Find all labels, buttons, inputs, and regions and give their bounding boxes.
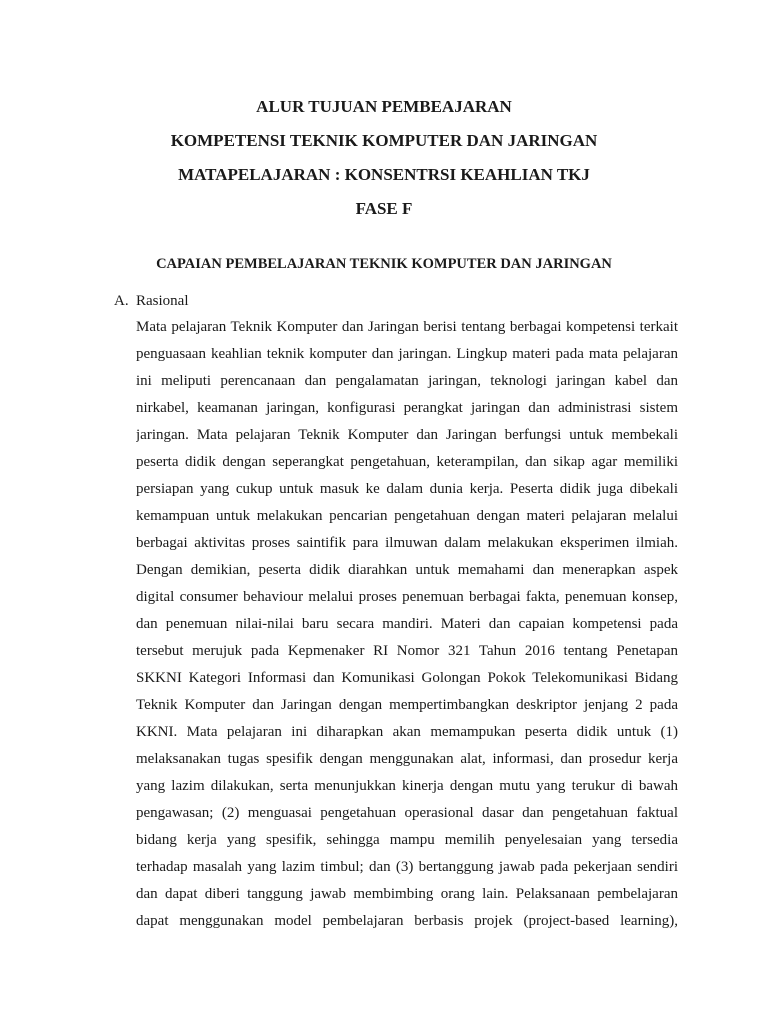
- body-paragraph: [136, 314, 678, 935]
- section-title: CAPAIAN PEMBELAJARAN TEKNIK KOMPUTER DAN JARINGAN: [156, 256, 612, 272]
- paragraph-line: dapat menggunakan model pembelajaran berbasis projek (project-based learning),: [136, 913, 678, 929]
- paragraph-line: pengawasan; (2) menguasai pengetahuan operasional dasar dan pengetahuan faktual: [136, 805, 678, 821]
- paragraph-line: Mata pelajaran Teknik Komputer dan Jaringan berisi tentang berbagai kompetensi terkait: [136, 319, 678, 335]
- paragraph-line: digital consumer behaviour melalui proses penemuan berbagai fakta, penemuan konsep,: [136, 589, 678, 605]
- paragraph-line: kemampuan untuk melakukan pencarian pengetahuan dengan materi pelajaran melalui: [136, 508, 678, 524]
- paragraph-line: SKKNI Kategori Informasi dan Komunikasi Golongan Pokok Telekomunikasi Bidang: [136, 670, 678, 686]
- subsection-heading: [114, 288, 189, 314]
- paragraph-line: melaksanakan tugas spesifik dengan menggunakan alat, informasi, dan prosedur kerja: [136, 751, 678, 767]
- paragraph-line: Teknik Komputer dan Jaringan dengan mempertimbangkan deskriptor jenjang 2 pada: [136, 697, 678, 713]
- title-line-4: FASE F: [355, 199, 413, 218]
- paragraph-line: tersebut merujuk pada Kepmenaker RI Nomor 321 Tahun 2016 tentang Penetapan: [136, 643, 678, 659]
- paragraph-line: yang lazim dilakukan, serta menunjukkan kinerja dengan mutu yang terukur di bawah: [136, 778, 678, 794]
- paragraph-line: dan penemuan nilai-nilai baru secara mandiri. Materi dan capaian kompetensi pada: [136, 616, 678, 632]
- paragraph-line: peserta didik dengan seperangkat pengetahuan, keterampilan, dan sikap agar memiliki: [136, 454, 678, 470]
- title-line-3: MATAPELAJARAN : KONSENTRSI KEAHLIAN TKJ: [178, 165, 590, 184]
- paragraph-line: berbagai aktivitas proses saintifik para ilmuwan dalam melakukan eksperimen ilmiah.: [136, 535, 678, 551]
- paragraph-line: jaringan. Mata pelajaran Teknik Komputer dan Jaringan berfungsi untuk membekali: [136, 427, 678, 443]
- subsection-letter: A.: [114, 293, 129, 309]
- paragraph-line: bidang kerja yang spesifik, sehingga mampu memilih penyelesaian yang tersedia: [136, 832, 678, 848]
- paragraph-line: penguasaan keahlian teknik komputer dan jaringan. Lingkup materi pada mata pelajaran: [136, 346, 678, 362]
- title-line-1: ALUR TUJUAN PEMBEAJARAN: [256, 97, 512, 116]
- title-line-2: KOMPETENSI TEKNIK KOMPUTER DAN JARINGAN: [170, 131, 598, 150]
- paragraph-line: KKNI. Mata pelajaran ini diharapkan akan memampukan peserta didik untuk (1): [136, 724, 678, 740]
- paragraph-line: dan dapat diberi tanggung jawab membimbing orang lain. Pelaksanaan pembelajaran: [136, 886, 678, 902]
- paragraph-line: persiapan yang cukup untuk masuk ke dalam dunia kerja. Peserta didik juga dibekali: [136, 481, 678, 497]
- paragraph-line: Dengan demikian, peserta didik diarahkan untuk memahami dan menerapkan aspek: [136, 562, 678, 578]
- document-title: [0, 90, 768, 226]
- paragraph-line: ini meliputi perencanaan dan pengalamatan jaringan, teknologi jaringan kabel dan: [136, 373, 678, 389]
- subsection-label: Rasional: [136, 293, 189, 309]
- paragraph-line: nirkabel, keamanan jaringan, konfigurasi perangkat jaringan dan administrasi sistem: [136, 400, 678, 416]
- paragraph-line: terhadap masalah yang lazim timbul; dan (3) bertanggung jawab pada pekerjaan sendiri: [136, 859, 678, 875]
